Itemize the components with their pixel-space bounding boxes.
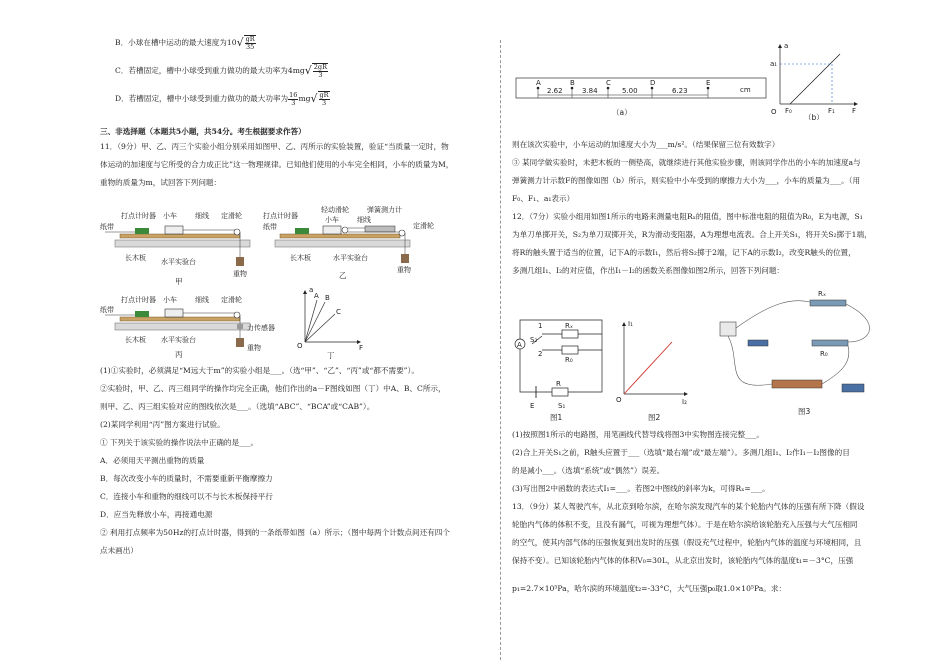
label-s2: S₂ xyxy=(530,336,538,344)
label-B-ding: B xyxy=(325,294,330,302)
label-weight-yi: 重物 xyxy=(397,266,411,274)
q11-part1-2: ②实验时，甲、乙、丙三组同学的操作均完全正确，他们作出的a－F图线如图（丁）中A、B、C所示， xyxy=(100,384,446,393)
q11-part2-3: ② 利用打点频率为50Hz的打点计时器，得到的一条纸带如图（a）所示；（图中每两个计数点间还有四个 xyxy=(100,528,450,537)
force-sensor-bing xyxy=(237,324,243,329)
tape-distance-4: 6.23 xyxy=(672,87,688,95)
q11-apparatus-figures xyxy=(95,192,491,362)
option-b: B．小球在槽中运动的最大速度为10√ $\frac{gR}{35}$ xyxy=(115,35,255,51)
graph-b-a: a xyxy=(784,42,789,50)
q12-part1: (1)按照图1所示的电路图，用笔画线代替导线将图3中实物图连接完整___。 xyxy=(512,430,765,439)
pulley-jia xyxy=(234,229,240,235)
label-car-jia: 小车 xyxy=(163,212,177,220)
table-jia xyxy=(115,240,250,247)
rheostat-physical xyxy=(772,380,822,388)
label-terminal-2: 2 xyxy=(538,350,543,358)
label-terminal-1: 1 xyxy=(538,322,543,330)
rheostat-r xyxy=(552,388,568,396)
column-divider xyxy=(500,40,501,660)
accel-question: 则在该次实验中，小车运动的加速度大小为___m/s²。（结果保留三位有效数字） xyxy=(512,140,780,149)
light-pulley-yi xyxy=(342,227,348,233)
graph-b-line xyxy=(790,54,840,104)
label-board-bing: 长木板 xyxy=(125,336,146,344)
figure-jia xyxy=(100,211,250,286)
figure-2-graph xyxy=(616,320,688,422)
label-timer-jia: 打点计时器 xyxy=(121,212,156,220)
q12-text-2: 为单刀单掷开关，S₂为单刀双掷开关，R为滑动变阻器，A为理想电流表。合上开关S₁，将开关S₂掷于1端， xyxy=(512,230,872,239)
q12-text-1: 12．（7分）实验小组用如图1所示的电路来测量电阻Rₓ的阻值，图中标准电阻的阻值为R₀，E为电源，S₁ xyxy=(512,212,863,221)
label-light-pulley-yi: 轻动滑轮 xyxy=(321,206,349,214)
q11-part2-1: (2)某同学利用“丙”图方案进行试验。 xyxy=(100,420,225,429)
figure-ding-graph xyxy=(297,286,363,360)
label-sensor-bing: 力传感器 xyxy=(247,324,275,332)
q12-text-3: 将R的触头置于适当的位置，记下A的示数I₁，然后将S₂掷于2端，记下A的示数I₂，改变R触头的位置， xyxy=(512,248,856,257)
label-tape-yi: 纸带 xyxy=(263,223,277,231)
right-column xyxy=(512,0,904,672)
caption-yi: 乙 xyxy=(339,271,347,280)
tape-distance-1: 2.62 xyxy=(547,87,563,95)
resistor-r0 xyxy=(562,346,578,354)
label-r0: R₀ xyxy=(565,356,573,364)
label-table-bing: 水平实验台 xyxy=(161,336,196,344)
label-weight-bing: 重物 xyxy=(247,344,261,352)
label-spring-scale-yi: 弹簧测力计 xyxy=(367,206,402,214)
label-pulley-jia: 定滑轮 xyxy=(221,212,242,220)
graph-b-F1: F₁ xyxy=(828,107,835,115)
weight-jia xyxy=(236,257,244,266)
figure-yi xyxy=(263,205,434,280)
option-b2: B．每次改变小车的质量时，不需要重新平衡摩擦力 xyxy=(100,474,273,483)
tape-point-label-e: E xyxy=(706,79,711,87)
caption-jia: 甲 xyxy=(175,277,183,286)
meter-physical xyxy=(720,322,736,336)
label-table-jia: 水平实验台 xyxy=(161,258,196,266)
caption-fig3: 图3 xyxy=(798,407,811,416)
q11-text-1: 11．（9分）甲、乙、丙三个实验小组分别采用如图甲、乙、丙所示的实验装置，验证“当质量一定时，物 xyxy=(100,142,449,151)
graph-b xyxy=(764,40,864,120)
part3-text-3: F₀、F₁、a₁表示） xyxy=(512,194,575,203)
tape-caption: （a） xyxy=(612,108,632,117)
q11-text-2: 体运动的加速度与它所受的合力成正比”这一物理规律。已知他们使用的小车完全相同，小车的质量为M， xyxy=(100,160,454,169)
label-car-yi: 小车 xyxy=(325,216,339,224)
option-d: D．若槽固定，槽中小球受到重力做功的最大功率为 $\frac{16}{3}$ mg√ $\frac{gR}{3}$ xyxy=(115,90,329,107)
label-rope-bing: 细线 xyxy=(195,296,209,304)
label-timer-yi: 打点计时器 xyxy=(263,212,298,220)
graph-b-a1: a₁ xyxy=(770,60,778,68)
s1-physical xyxy=(842,384,864,392)
q12-text-4: 多测几组I₁、I₂的对应值，作出I₁－I₂的函数关系图像如图2所示，回答下列问题： xyxy=(512,266,785,275)
label-A-ding: A xyxy=(314,292,319,300)
label-pulley-bing: 定滑轮 xyxy=(221,296,242,304)
long-board-jia xyxy=(120,234,240,238)
label-o-fig2: O xyxy=(616,396,622,404)
q13-text-2: 轮胎内气体的体积不变，且没有漏气，可视为理想气体）。于是在哈尔滨给该轮胎充入压强与大气压相同 xyxy=(512,520,858,529)
rx-physical xyxy=(810,300,846,306)
tape-unit: cm xyxy=(740,86,751,94)
label-O-ding: O xyxy=(297,342,303,350)
label-r0-fig3: R₀ xyxy=(820,350,828,358)
label-car-bing: 小车 xyxy=(163,296,177,304)
r0-physical xyxy=(812,340,848,346)
q11-part1-3: 则甲、乙、丙三组实验对应的图线依次是___。（选填“ABC”、“BCA”或“CAB”）。 xyxy=(100,402,375,411)
label-tape-bing: 纸带 xyxy=(100,306,114,314)
part3-text-2: 弹簧测力计示数F的图像如图（b）所示，则实验中小车受到的摩擦力大小为___，小车的质量为___。（用 xyxy=(512,176,861,185)
label-a-ding: a xyxy=(309,286,314,294)
q12-part3: (3)写出图2中函数的表达式I₁=___。若图2中图线的斜率为k，可得Rₓ=___。 xyxy=(512,484,770,493)
q13-text-4: 保持不变）。已知该轮胎内气体的体积V₀=30L，从北京出发时，该轮胎内气体的温度t₁=－3°C，压强 xyxy=(512,556,854,565)
q13-text-3: 的空气，使其内部气体的压强恢复到出发时的压强（假设充气过程中，轮胎内气体的温度与环境相同，且 xyxy=(512,538,862,547)
label-board-yi: 长木板 xyxy=(290,254,311,262)
resistor-rx xyxy=(562,330,578,338)
tape-point-label-b: B xyxy=(570,79,575,87)
label-s1: S₁ xyxy=(558,402,566,410)
figure-3-setup xyxy=(720,290,870,416)
car-jia xyxy=(165,226,183,234)
label-F-ding: F xyxy=(359,344,364,352)
label-timer-bing: 打点计时器 xyxy=(121,296,156,304)
q13-text-5: p₁=2.7×10⁵Pa，哈尔滨的环境温度t₂=-33°C，大气压强p₀取1.0×10⁵Pa。求： xyxy=(512,584,787,593)
fig2-line xyxy=(624,342,672,394)
left-column xyxy=(95,0,491,672)
label-ammeter: A xyxy=(517,341,522,349)
q11-text-3: 重物的质量为m，试回答下列问题： xyxy=(100,178,222,187)
label-rx: Rₓ xyxy=(565,322,573,330)
label-board-jia: 长木板 xyxy=(125,254,146,262)
caption-fig2: 图2 xyxy=(648,413,661,422)
figure-bing xyxy=(100,295,275,359)
graph-b-F: F xyxy=(852,107,857,115)
spring-scale-yi xyxy=(365,226,395,232)
label-r: R xyxy=(556,380,561,388)
tape-point-label-c: C xyxy=(606,79,611,87)
timer-jia xyxy=(135,228,149,234)
label-weight-jia: 重物 xyxy=(233,270,247,278)
s2-physical xyxy=(748,340,768,346)
q11-part2-4: 点未画出） xyxy=(100,546,138,555)
q12-part2-1: (2)合上开关S₁之前，R触头应置于___（选填“最右端”或“最左端”）。多测几组I₁、I₂作I₁－I₂图像的目 xyxy=(512,448,850,457)
q13-text-1: 13．（9分）某人驾驶汽车，从北京到哈尔滨，在哈尔滨发现汽车的某个轮胎内气体的压强有所下降（假设 xyxy=(512,502,865,511)
part3-text-1: ③ 某同学做实验时，未把木板的一侧垫高，就继续进行其他实验步骤，则该同学作出的小车的加速度a与 xyxy=(512,158,861,167)
graph-b-O: O xyxy=(771,108,777,116)
option-d2: D．应当先释放小车，再接通电源 xyxy=(100,510,213,519)
graph-b-F0: F₀ xyxy=(785,107,792,115)
caption-ding: 丁 xyxy=(327,351,335,360)
label-i1: I₁ xyxy=(628,320,633,328)
label-e: E xyxy=(530,402,535,410)
line-C xyxy=(305,314,335,342)
option-a2: A．必须用天平测出重物的质量 xyxy=(100,456,205,465)
label-C-ding: C xyxy=(336,308,341,316)
graph-b-caption: （b） xyxy=(804,113,824,120)
option-c: C．若槽固定，槽中小球受到重力做功的最大功率为4mg√ $\frac{2gR}{3}$ xyxy=(115,63,327,79)
tape-distance-3: 5.00 xyxy=(622,87,638,95)
label-rope-yi: 细线 xyxy=(357,216,371,224)
q12-part2-2: 的是减小___。（选填“系统”或“偶然”）误差。 xyxy=(512,466,665,475)
section-3-heading: 三、非选择题（本题共5小题，共54分。考生根据要求作答） xyxy=(100,127,306,136)
q11-part1-1: (1)①实验时，必须满足“M远大于m”的实验小组是___。（选“甲”、“乙”、“丙”或“都不需要”）。 xyxy=(100,366,419,375)
tape-figure-a xyxy=(512,70,772,122)
label-i2: I₂ xyxy=(682,398,687,406)
q11-part2-2: ① 下列关于该实验的操作说法中正确的是___。 xyxy=(100,438,259,447)
caption-bing: 丙 xyxy=(175,350,183,359)
tape-point-label-d: D xyxy=(650,79,656,87)
label-rx-fig3: Rₓ xyxy=(818,290,826,298)
option-c2: C．连接小车和重物的细线可以不与长木板保持平行 xyxy=(100,492,273,501)
label-table-yi: 水平实验台 xyxy=(333,254,368,262)
q12-figures xyxy=(512,282,904,422)
label-tape-jia: 纸带 xyxy=(100,223,114,231)
label-pulley-yi: 定滑轮 xyxy=(413,222,434,230)
figure-1-circuit xyxy=(515,320,602,422)
tape-distance-2: 3.84 xyxy=(582,87,598,95)
label-rope-jia: 细线 xyxy=(195,212,209,220)
caption-fig1: 图1 xyxy=(550,413,563,422)
tape-point-label-a: A xyxy=(536,79,541,87)
